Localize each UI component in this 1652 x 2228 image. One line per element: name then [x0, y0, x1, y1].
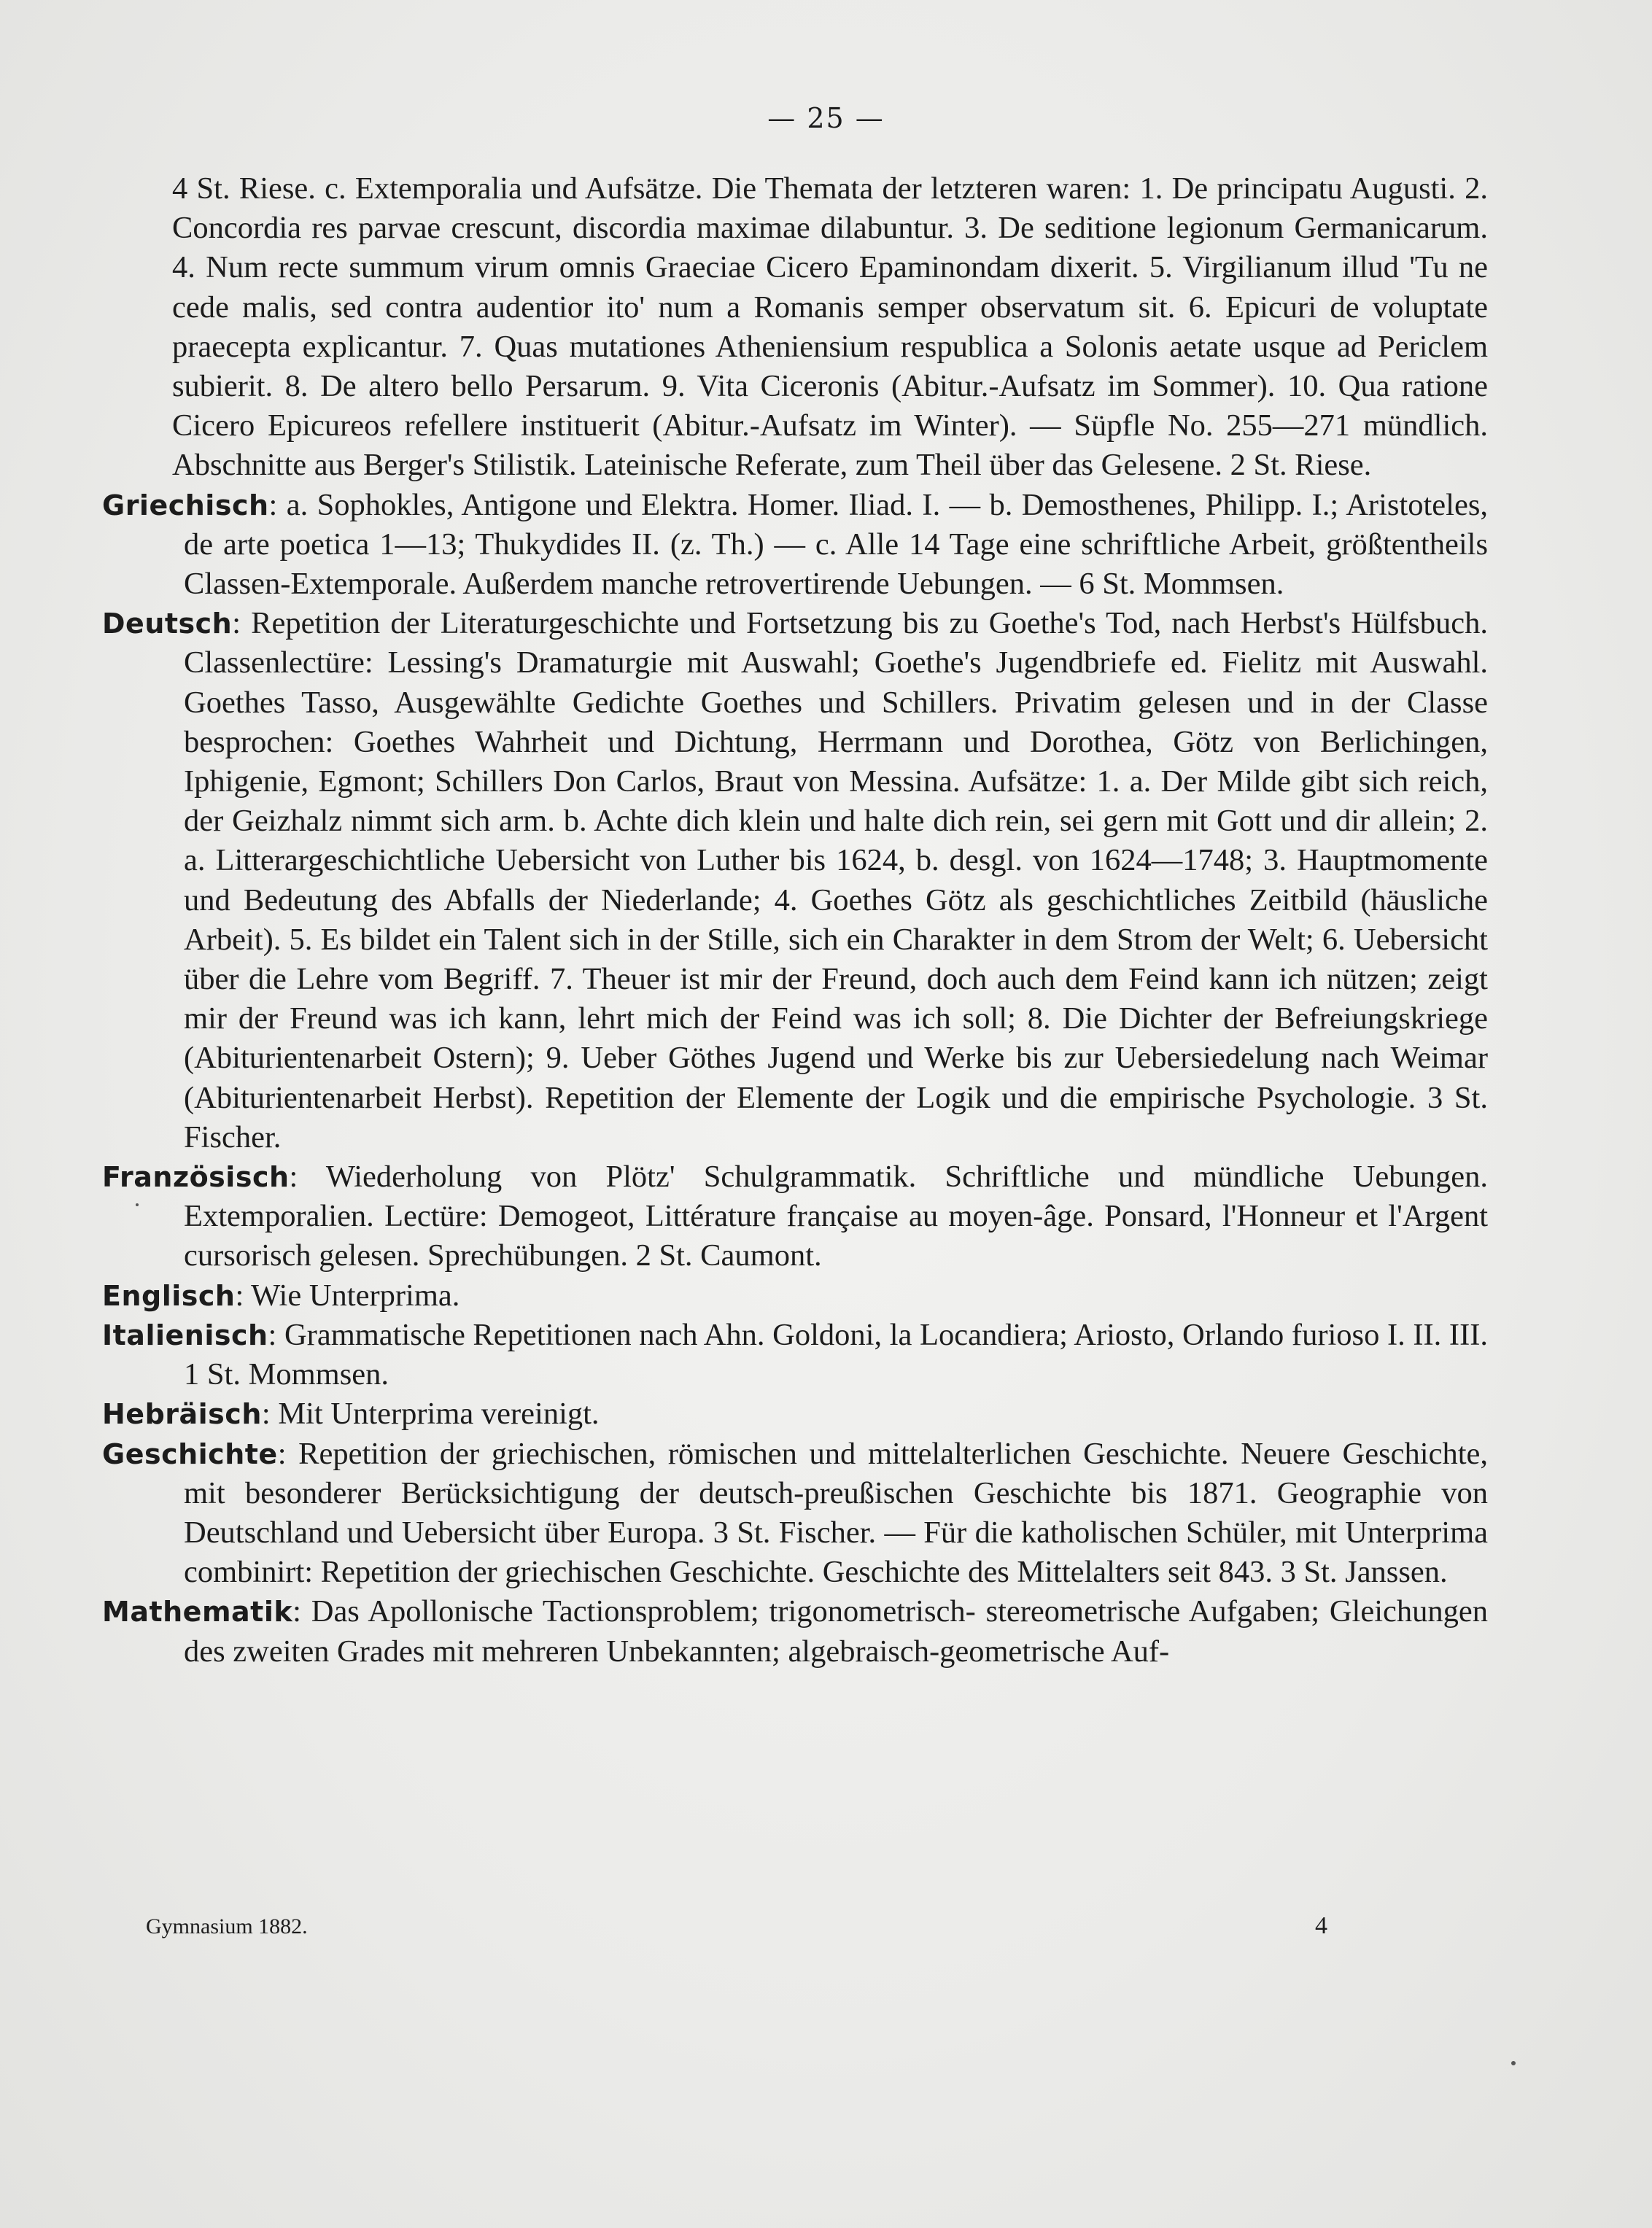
paragraph-text: : Das Apollonische Tactionsproblem; trigonometrisch- stereometrische Aufgaben; Gleichungen des zweiten Grades mit mehreren Unbekannten; algebraisch-geometrische Auf-: [184, 1594, 1488, 1669]
page-footer: [146, 1912, 1327, 1940]
paragraph-text: : Repetition der griechischen, römischen und mittelalterlichen Geschichte. Neuere Geschichte, mit besonderer Berücksichtigung der deutsch-preußischen Geschichte bis 1871. Geographie von Deutschland und Uebersicht über Europa. 3 St. Fischer. — Für die katholischen Schüler, mit Unterprima combinirt: Repetition der griechischen Geschichte. Geschichte des Mittelalters seit 843. 3 St. Janssen.: [184, 1436, 1488, 1590]
subject-heading: Deutsch: [102, 608, 233, 640]
paragraph-griechisch: [102, 486, 1488, 605]
paragraph-englisch: [102, 1276, 1488, 1316]
footer-sheet-number: 4: [1315, 1912, 1327, 1939]
paragraph-mathematik: [102, 1592, 1488, 1671]
paragraph-geschichte: [102, 1435, 1488, 1593]
paragraph-deutsch: [102, 604, 1488, 1157]
paragraph-text: 4 St. Riese. c. Extemporalia und Aufsätze. Die Themata der letzteren waren: 1. De principatu Augusti. 2. Concordia res parvae crescunt, discordia maximae dilabuntur. 3. De seditione legionum Germanicarum. 4. Num recte summum virum omnis Graeciae Cicero Epaminondam dixerit. 5. Virgilianum illud 'Tu ne cede malis, sed contra audentior ito' num a Romanis semper observatum sit. 6. Epicuri de voluptate praecepta explicantur. 7. Quas mutationes Atheniensium respublica a Solonis aetate usque ad Periclem subierit. 8. De altero bello Persarum. 9. Vita Ciceronis (Abitur.-Aufsatz im Sommer). 10. Qua ratione Cicero Epicureos refellere instituerit (Abitur.-Aufsatz im Winter). — Süpfle No. 255—271 mündlich. Abschnitte aus Berger's Stilistik. Lateinische Referate, zum Theil über das Gelesene. 2 St. Riese.: [172, 171, 1488, 483]
paragraph-hebraeisch: [102, 1394, 1488, 1434]
page-number: — 25 —: [767, 102, 885, 134]
subject-heading: Italienisch: [102, 1319, 268, 1351]
footer-signature: Gymnasium 1882.: [146, 1914, 308, 1938]
subject-heading: Mathematik: [102, 1596, 293, 1629]
subject-heading: Französisch: [102, 1161, 290, 1194]
subject-heading: Griechisch: [102, 489, 269, 521]
paragraph-text: : Mit Unterprima vereinigt.: [261, 1397, 600, 1432]
subject-heading: Geschichte: [102, 1437, 278, 1470]
paragraph-franzoesisch: [102, 1157, 1488, 1276]
subject-heading: Hebräisch: [102, 1398, 262, 1431]
print-speck: [136, 1203, 139, 1206]
paragraph-text: : Repetition der Literaturgeschichte und Fortsetzung bis zu Goethe's Tod, nach Herbst's Hülfsbuch. Classenlectüre: Lessing's Dramaturgie mit Auswahl; Goethe's Jugendbriefe ed. Fielitz mit Auswahl. Goethes Tasso, Ausgewählte Gedichte Goethes und Schillers. Privatim gelesen und in der Classe besprochen: Goethes Wahrheit und Dichtung, Herrmann und Dorothea, Götz von Berlichingen, Iphigenie, Egmont; Schillers Don Carlos, Braut von Messina. Aufsätze: 1. a. Der Milde gibt sich reich, der Geizhalz nimmt sich arm. b. Achte dich klein und halte dich rein, sei gern mit Gott und dir allein; 2. a. Litterargeschichtliche Uebersicht von Luther bis 1624, b. desgl. von 1624—1748; 3. Hauptmomente und Bedeutung des Abfalls der Niederlande; 4. Goethes Götz als geschichtliches Zeitbild (häusliche Arbeit). 5. Es bildet ein Talent sich in der Stille, sich ein Charakter in dem Strom der Welt; 6. Uebersicht über die Lehre vom Begriff. 7. Theuer ist mir der Freund, doch auch dem Feind kann ich nützen; zeigt mir der Freund was ich kann, lehrt mich der Feind was ich soll; 8. Die Dichter der Befreiungskriege (Abiturientenarbeit Ostern); 9. Ueber Göthes Jugend und Werke bis zur Uebersiedelung nach Weimar (Abiturientenarbeit Herbst). Repetition der Elemente der Logik und die empirische Psychologie. 3 St. Fischer.: [184, 606, 1488, 1154]
paragraph-text: : a. Sophokles, Antigone und Elektra. Homer. Iliad. I. — b. Demosthenes, Philipp. I.; Aristoteles, de arte poetica 1—13; Thukydides II. (z. Th.) — c. Alle 14 Tage eine schriftliche Arbeit, größtentheils Classen-Extemporale. Außerdem manche retrovertirende Uebungen. — 6 St. Mommsen.: [184, 487, 1488, 602]
print-speck: [1511, 2061, 1516, 2065]
subject-heading: Englisch: [102, 1279, 236, 1312]
paragraph-text: : Wie Unterprima.: [235, 1278, 460, 1313]
main-text: [102, 169, 1488, 1672]
paragraph-latin-continuation: [102, 169, 1488, 486]
paragraph-italienisch: [102, 1316, 1488, 1394]
paragraph-text: : Wiederholung von Plötz' Schulgrammatik. Schriftliche und mündliche Uebungen. Extemporalien. Lectüre: Demogeot, Littérature française au moyen-âge. Ponsard, l'Honneur et l'Argent cursorisch gelesen. Sprechübungen. 2 St. Caumont.: [184, 1160, 1488, 1273]
paragraph-text: : Grammatische Repetitionen nach Ahn. Goldoni, la Locandiera; Ariosto, Orlando furioso I. II. III. 1 St. Mommsen.: [184, 1317, 1488, 1392]
